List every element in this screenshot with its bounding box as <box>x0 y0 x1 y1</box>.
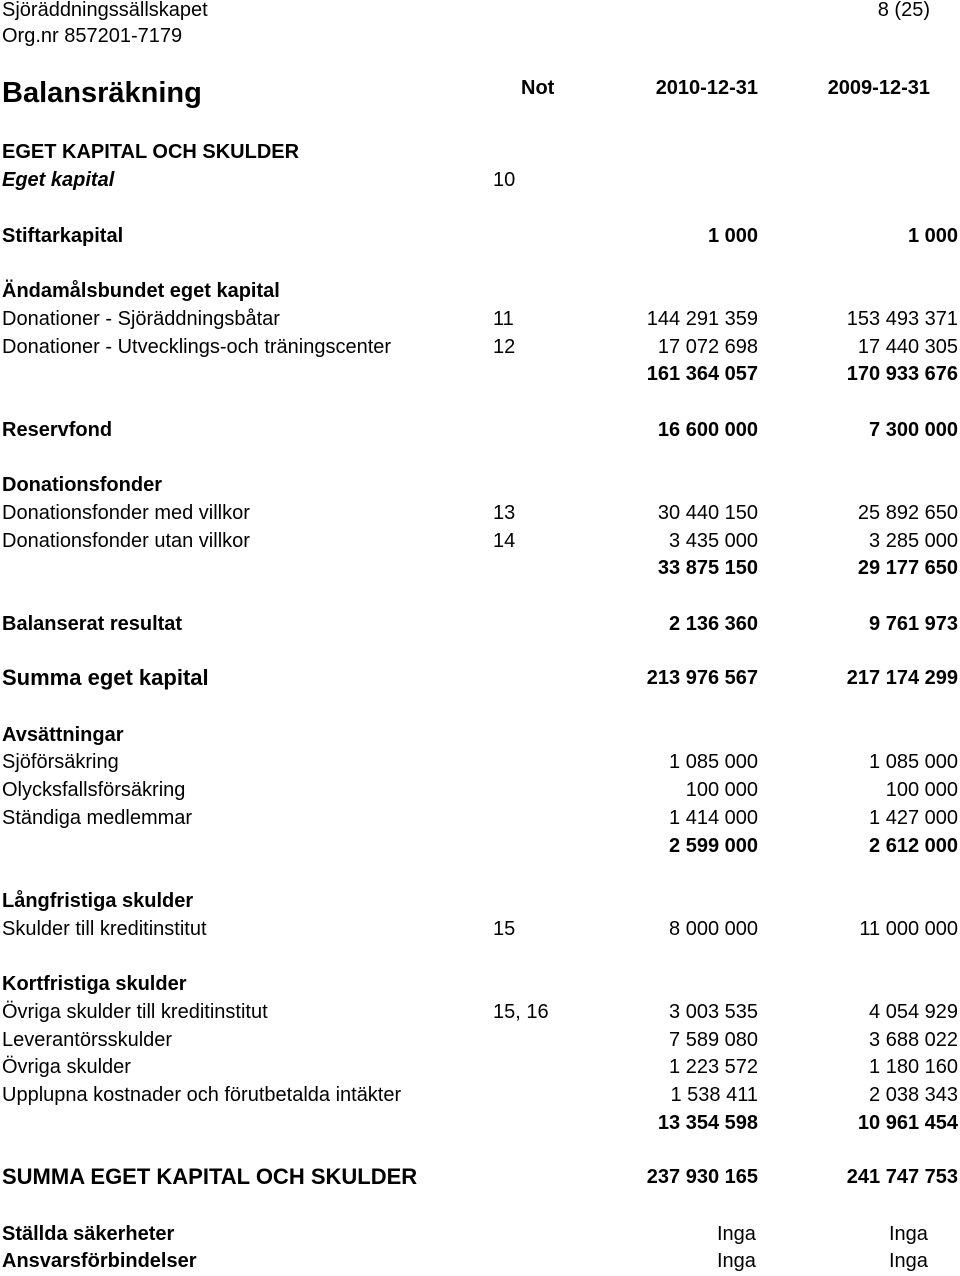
row-value-2010: 161 364 057 <box>646 363 758 385</box>
row-label: Ändamålsbundet eget kapital <box>2 280 280 302</box>
row-reservfond <box>0 416 960 444</box>
row-value-2009: 9 761 973 <box>869 613 958 635</box>
page-number: 8 (25) <box>877 0 930 21</box>
row-value-2010: 1 538 411 <box>670 1084 758 1106</box>
row-label: Donationsfonder utan villkor <box>2 530 250 552</box>
row-value-2009: 10 961 454 <box>857 1112 958 1134</box>
row-donationer-utvecklingscenter <box>0 333 960 361</box>
row-label: Eget kapital <box>2 169 115 191</box>
row-value-2010: 13 354 598 <box>657 1112 758 1134</box>
row-note: 13 <box>493 502 516 524</box>
row-value-2009: 1 085 000 <box>869 751 958 773</box>
row-skulder-till-kreditinstitut <box>0 915 960 943</box>
section-header-kortfristiga-skulder <box>0 970 960 998</box>
row-value-2010: 144 291 359 <box>646 308 758 330</box>
column-header-2010: 2010-12-31 <box>655 77 758 99</box>
row-olycksfallsforsakring <box>0 776 960 804</box>
row-label: Balanserat resultat <box>2 613 183 635</box>
row-label: EGET KAPITAL OCH SKULDER <box>2 141 300 163</box>
row-value-2010: 7 589 080 <box>669 1029 758 1051</box>
row-label: Ständiga medlemmar <box>2 807 193 829</box>
row-sjoforsakring <box>0 748 960 776</box>
row-label: Donationer - Utvecklings-och träningscenter <box>2 336 392 358</box>
section-header-donationsfonder <box>0 471 960 499</box>
section-header-avsattningar <box>0 721 960 749</box>
grand-total <box>0 1163 960 1191</box>
column-header-note: Not <box>521 77 555 99</box>
row-label: Donationsfonder med villkor <box>2 502 250 524</box>
row-label: Ansvarsförbindelser <box>2 1250 197 1272</box>
section-header-andamalsbundet <box>0 277 960 305</box>
row-upplupna-kostnader <box>0 1081 960 1109</box>
row-value-2009: 4 054 929 <box>869 1001 958 1023</box>
row-value-2009: 217 174 299 <box>846 667 958 689</box>
row-donationsfonder-utan-villkor <box>0 527 960 555</box>
row-label: Ställda säkerheter <box>2 1223 175 1245</box>
section-header-langfristiga-skulder <box>0 887 960 915</box>
row-value-2009: Inga <box>889 1250 928 1272</box>
row-label: Långfristiga skulder <box>2 890 194 912</box>
row-ovriga-skulder <box>0 1053 960 1081</box>
total-summa-eget-kapital <box>0 664 960 692</box>
subtotal-andamalsbundet <box>0 360 960 388</box>
row-value-2009: 241 747 753 <box>846 1166 958 1188</box>
row-leverantorsskulder <box>0 1026 960 1054</box>
row-label: Avsättningar <box>2 724 124 746</box>
row-label: Leverantörsskulder <box>2 1029 173 1051</box>
row-label: Skulder till kreditinstitut <box>2 918 207 940</box>
row-label: Upplupna kostnader och förutbetalda intäkter <box>2 1084 402 1106</box>
subtotal-kortfristiga-skulder <box>0 1109 960 1137</box>
org-name: Sjöräddningssällskapet <box>2 0 208 21</box>
org-number: Org.nr 857201-7179 <box>2 25 183 47</box>
row-note: 10 <box>493 169 516 191</box>
page-title: Balansräkning <box>2 77 202 109</box>
row-value-2010: 8 000 000 <box>669 918 758 940</box>
row-value-2009: 2 612 000 <box>869 835 958 857</box>
row-label: Reservfond <box>2 419 113 441</box>
row-value-2009: 1 180 160 <box>869 1056 958 1078</box>
row-value-2010: Inga <box>717 1223 756 1245</box>
row-note: 12 <box>493 336 516 358</box>
row-ansvarsforbindelser <box>0 1247 960 1275</box>
row-stallda-sakerheter <box>0 1220 960 1248</box>
row-value-2010: 17 072 698 <box>657 336 758 358</box>
row-label: Donationsfonder <box>2 474 162 496</box>
row-value-2009: 17 440 305 <box>857 336 958 358</box>
row-value-2009: Inga <box>889 1223 928 1245</box>
row-label: Övriga skulder till kreditinstitut <box>2 1001 268 1023</box>
subtotal-donationsfonder <box>0 554 960 582</box>
row-value-2009: 1 000 <box>907 225 958 247</box>
row-value-2010: 1 414 000 <box>669 807 758 829</box>
row-donationsfonder-med-villkor <box>0 499 960 527</box>
row-donationer-sjoraddningsbatar <box>0 305 960 333</box>
row-value-2010: 3 003 535 <box>669 1001 758 1023</box>
row-value-2009: 170 933 676 <box>846 363 958 385</box>
row-value-2009: 11 000 000 <box>859 918 958 940</box>
row-value-2009: 3 285 000 <box>869 530 958 552</box>
row-value-2009: 3 688 022 <box>869 1029 958 1051</box>
row-value-2010: 100 000 <box>685 779 758 801</box>
row-value-2010: 213 976 567 <box>646 667 758 689</box>
row-note: 15 <box>493 918 516 940</box>
row-value-2010: 3 435 000 <box>669 530 758 552</box>
row-value-2010: 16 600 000 <box>657 419 758 441</box>
row-value-2009: 25 892 650 <box>857 502 958 524</box>
row-value-2010: 2 136 360 <box>669 613 758 635</box>
row-value-2009: 29 177 650 <box>857 557 958 579</box>
row-value-2010: 1 000 <box>707 225 758 247</box>
row-label: Kortfristiga skulder <box>2 973 187 995</box>
row-label: Summa eget kapital <box>2 665 209 690</box>
row-value-2010: 237 930 165 <box>646 1166 758 1188</box>
row-value-2010: 30 440 150 <box>657 502 758 524</box>
row-label: SUMMA EGET KAPITAL OCH SKULDER <box>2 1164 418 1189</box>
row-value-2010: 2 599 000 <box>669 835 758 857</box>
row-label: Övriga skulder <box>2 1056 131 1078</box>
row-value-2009: 153 493 371 <box>846 308 958 330</box>
row-value-2010: Inga <box>717 1250 756 1272</box>
row-label: Stiftarkapital <box>2 225 124 247</box>
row-balanserat-resultat <box>0 610 960 638</box>
row-note: 11 <box>493 308 514 330</box>
row-note: 14 <box>493 530 516 552</box>
subtotal-avsattningar <box>0 832 960 860</box>
row-value-2009: 2 038 343 <box>869 1084 958 1106</box>
row-value-2009: 100 000 <box>885 779 958 801</box>
subsection-eget-kapital <box>0 166 960 194</box>
row-standiga-medlemmar <box>0 804 960 832</box>
row-ovriga-skulder-kreditinstitut <box>0 998 960 1026</box>
row-value-2010: 1 223 572 <box>669 1056 758 1078</box>
row-value-2009: 1 427 000 <box>869 807 958 829</box>
row-value-2010: 33 875 150 <box>657 557 758 579</box>
column-header-2009: 2009-12-31 <box>827 77 930 99</box>
row-label: Olycksfallsförsäkring <box>2 779 186 801</box>
row-value-2010: 1 085 000 <box>669 751 758 773</box>
row-value-2009: 7 300 000 <box>869 419 958 441</box>
row-stiftarkapital <box>0 222 960 250</box>
row-label: Sjöförsäkring <box>2 751 119 773</box>
row-note: 15, 16 <box>493 1001 549 1023</box>
row-label: Donationer - Sjöräddningsbåtar <box>2 308 280 330</box>
section-header-eget-kapital-och-skulder <box>0 138 960 166</box>
